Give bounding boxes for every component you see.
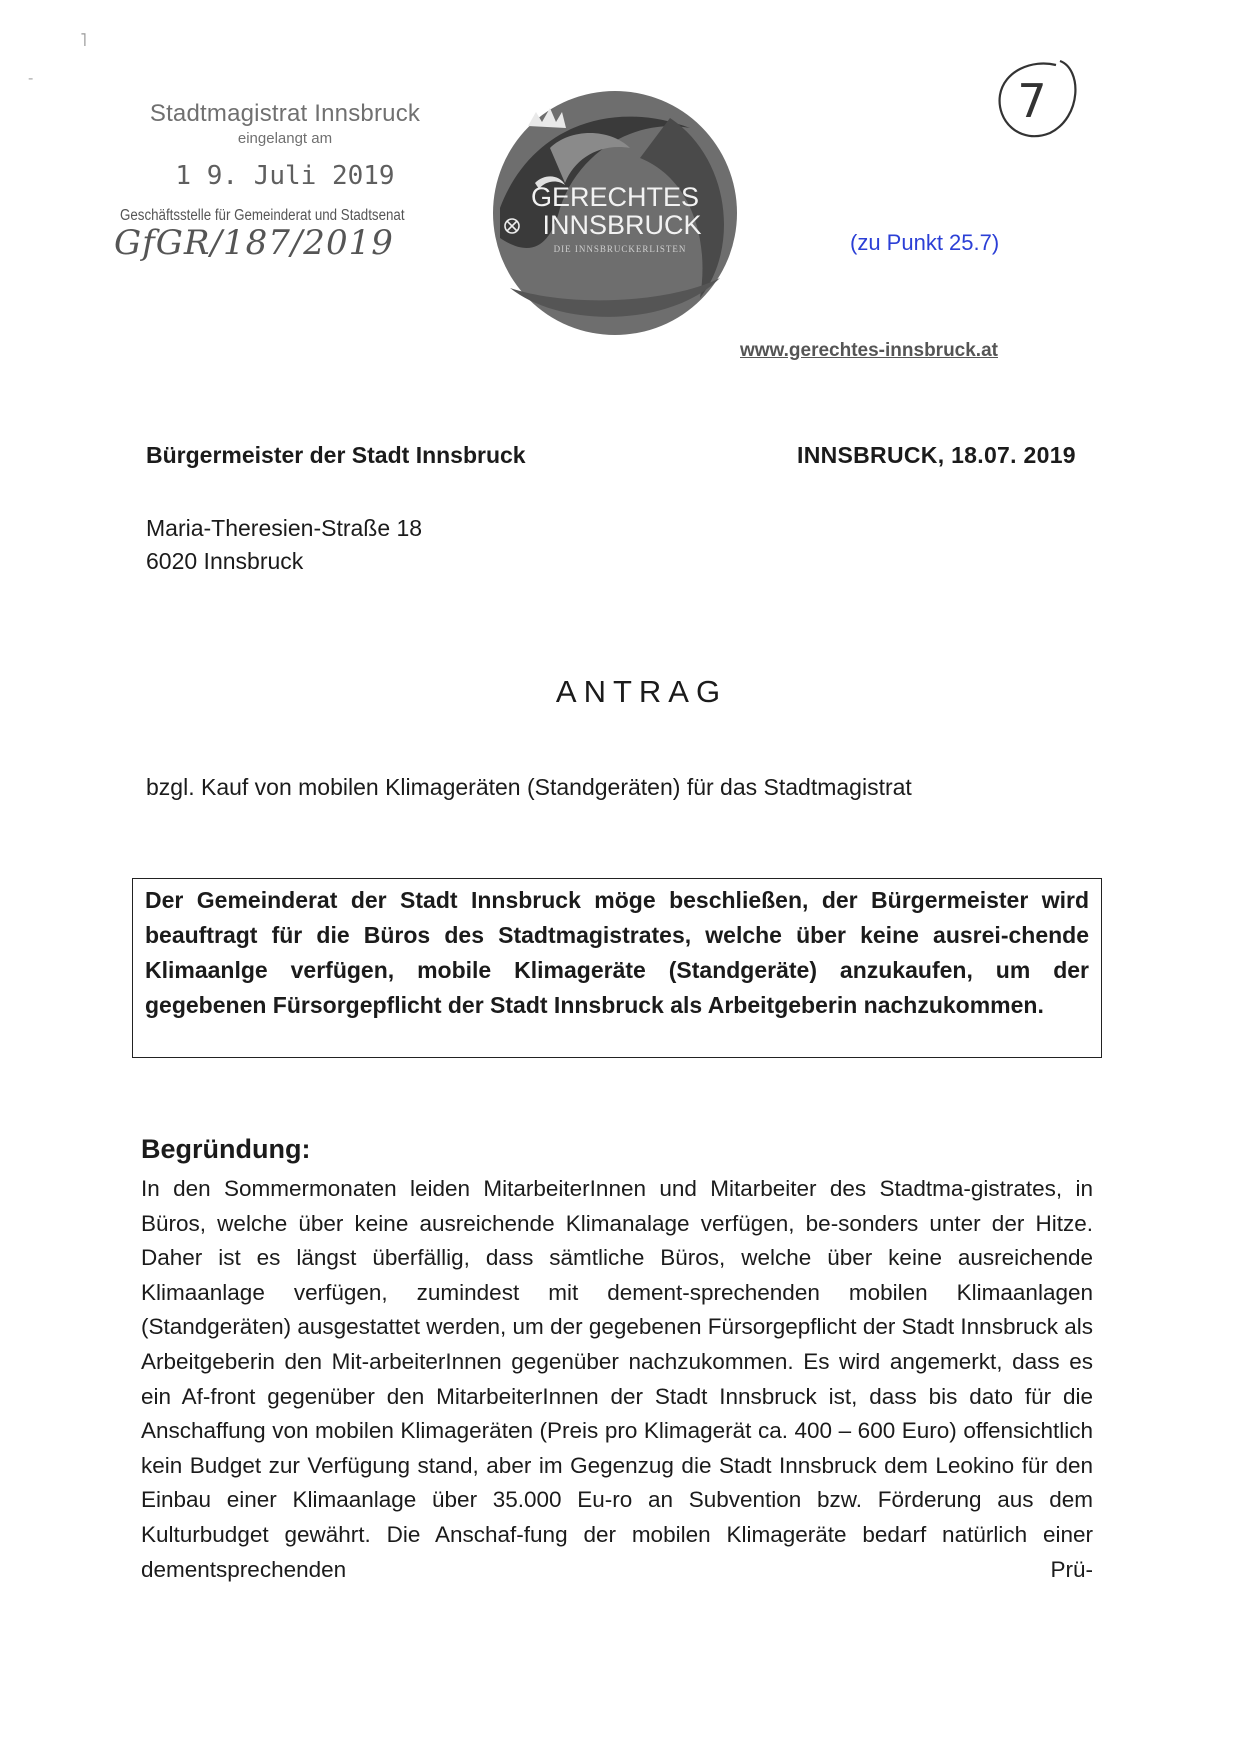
logo-tagline: DIE INNSBRUCKERLISTEN [553, 244, 687, 254]
recipient-name: Bürgermeister der Stadt Innsbruck [146, 442, 526, 468]
motion-text: Der Gemeinderat der Stadt Innsbruck möge beschließen, der Bürgermeister wird beauftragt für die Büros des Stadtmagistrates, welche über keine ausrei-chende Klimaanlge verfügen, mobile Klimageräte (Standgeräte) anzukaufen, um der gegebenen Fürsorgepflicht der Stadt Innsbruck als Arbeitgeberin nachzukommen. [145, 887, 1089, 1018]
logo-graphic [490, 88, 740, 338]
place-date: INNSBRUCK, 18.07. 2019 [797, 442, 1076, 468]
agenda-reference: (zu Punkt 25.7) [850, 230, 1000, 255]
handwritten-number: 7 [1017, 74, 1047, 128]
subject-line: bzgl. Kauf von mobilen Klimageräten (Standgeräten) für das Stadtmagistrat [146, 774, 912, 800]
stamp-office: Geschäftsstelle für Gemeinderat und Stadtsenat [120, 207, 405, 224]
justification-text: In den Sommermonaten leiden MitarbeiterInnen und Mitarbeiter des Stadtma-gistrates, in Büros, welche über keine ausreichende Klimanalage verfügen, be-sonders unter der Hitze. Daher ist es längst überfällig, dass sämtliche Büros, welche über keine ausreichende Klimaanlage verfügen, zumindest mit dement-sprechenden mobilen Klimaanlagen (Standgeräten) ausgestattet werden, um der gegebenen Fürsorgepflicht der Stadt Innsbruck als Arbeitgeberin den Mit-arbeiterInnen gegenüber nachzukommen. Es wird angemerkt, dass es ein Af-front gegenüber den MitarbeiterInnen der Stadt Innsbruck ist, dass bis dato für die Anschaffung von mobilen Klimageräten (Preis pro Klimagerät ca. 400 – 600 Euro) offensichtlich kein Budget zur Verfügung stand, aber im Gegenzug die Stadt Innsbruck dem Leokino für den Einbau einer Klimaanlage über 35.000 Eu-ro an Subvention bzw. Förderung aus dem Kulturbudget gewährt. Die Anschaf-fung der mobilen Klimageräte bedarf natürlich einer dementsprechenden Prü- [141, 1176, 1093, 1582]
stamp-authority: Stadtmagistrat Innsbruck [149, 100, 421, 127]
hand-circle [990, 55, 1080, 145]
recipient-city: 6020 Innsbruck [146, 548, 304, 574]
scan-mark: - [28, 70, 34, 87]
logo-name-line2: INNSBRUCK [542, 210, 702, 240]
document-title: ANTRAG [555, 674, 728, 709]
recipient-street: Maria-Theresien-Straße 18 [146, 515, 423, 541]
justification-heading: Begründung: [141, 1134, 311, 1164]
party-logo [490, 88, 740, 338]
motion-box [132, 878, 1102, 1058]
logo-name-line1: GERECHTES [530, 182, 700, 212]
handwritten-item-number [990, 55, 1080, 145]
receipt-stamp [114, 100, 450, 263]
stamp-date: 1 9. Juli 2019 [175, 161, 395, 191]
stamp-file-number: GfGR/187/2019 [114, 223, 394, 263]
stamp-received-label: eingelangt am [237, 130, 333, 147]
scan-mark: ˥ [80, 30, 87, 50]
website-link[interactable]: www.gerechtes-innsbruck.at [740, 340, 998, 361]
